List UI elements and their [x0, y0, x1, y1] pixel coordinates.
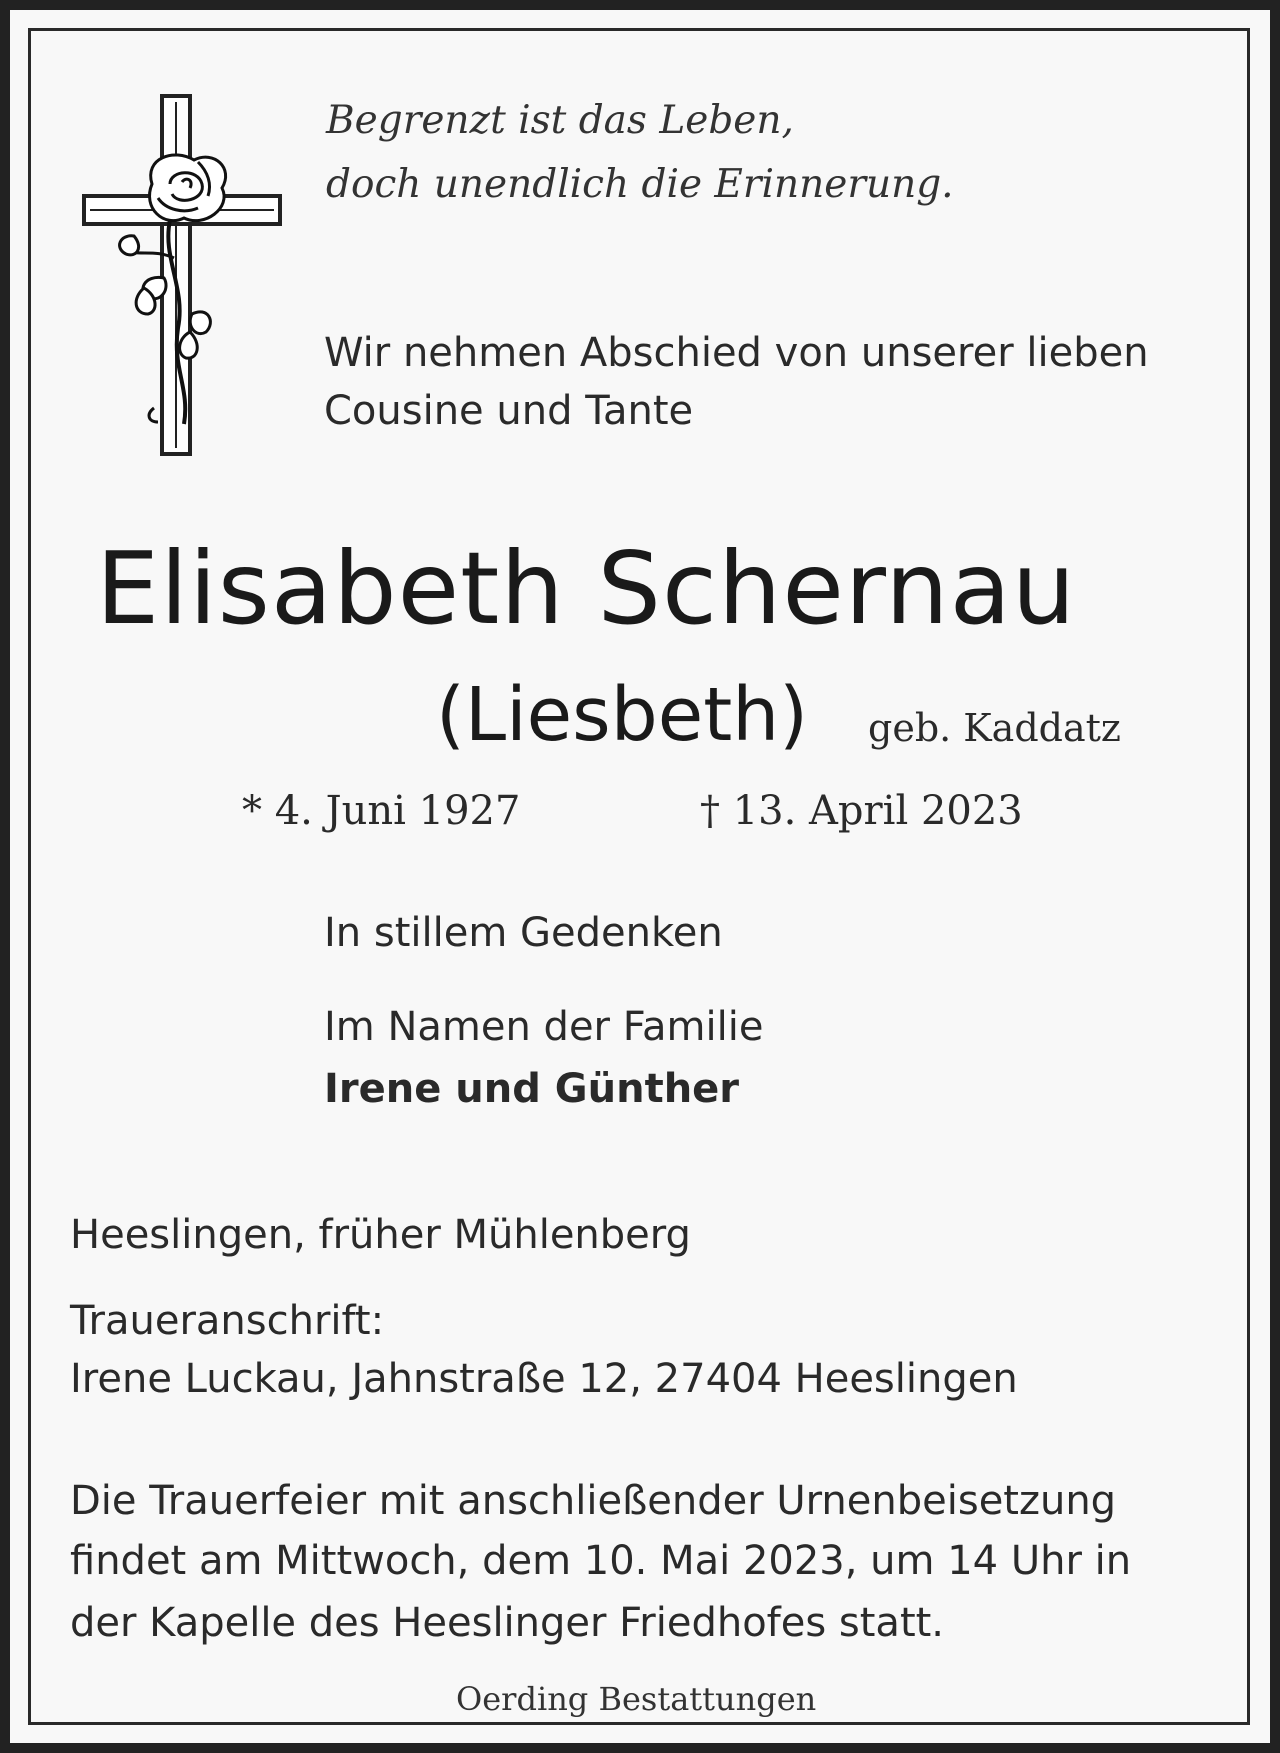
intro-line-1: Wir nehmen Abschied von unserer lieben	[324, 330, 1149, 376]
nickname: (Liesbeth)	[436, 672, 809, 758]
ceremony-line-2: findet am Mittwoch, dem 10. Mai 2023, um 14 Uhr in	[70, 1538, 1132, 1584]
intro-line-2: Cousine und Tante	[324, 388, 694, 434]
cross-with-rose-icon	[74, 88, 294, 458]
family-names: Irene und Günther	[324, 1066, 740, 1112]
death-date: † 13. April 2023	[700, 788, 1023, 834]
birth-date: * 4. Juni 1927	[242, 788, 521, 834]
undertaker-name: Oerding Bestattungen	[456, 1680, 817, 1718]
maiden-name: geb. Kaddatz	[868, 706, 1121, 750]
obituary-notice	[10, 10, 1270, 1743]
location-line: Heeslingen, früher Mühlenberg	[70, 1212, 691, 1258]
family-intro: Im Namen der Familie	[324, 1004, 764, 1050]
remembrance-line: In stillem Gedenken	[324, 910, 723, 956]
mourning-address: Irene Luckau, Jahnstraße 12, 27404 Heeslingen	[70, 1356, 1018, 1402]
ceremony-line-3: der Kapelle des Heeslinger Friedhofes statt.	[70, 1600, 945, 1646]
deceased-name: Elisabeth Schernau	[96, 530, 1077, 647]
ceremony-line-1: Die Trauerfeier mit anschließender Urnenbeisetzung	[70, 1478, 1117, 1524]
motto-line-2: doch unendlich die Erinnerung.	[326, 162, 954, 207]
motto-line-1: Begrenzt ist das Leben,	[326, 98, 794, 143]
address-label: Traueranschrift:	[70, 1298, 385, 1344]
